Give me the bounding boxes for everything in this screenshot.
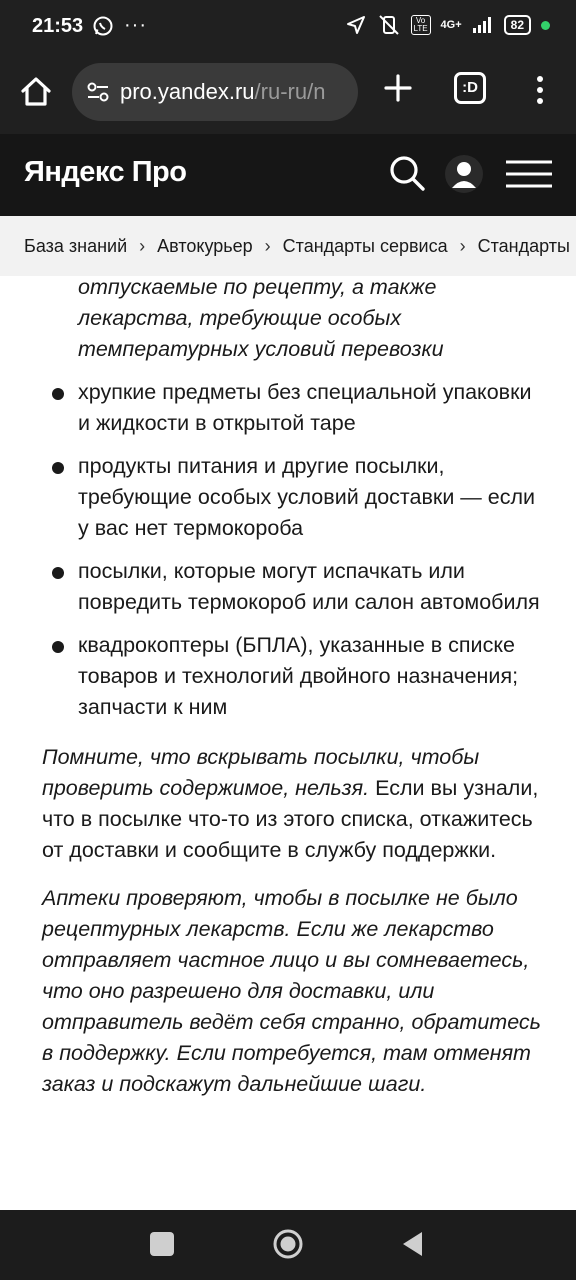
overflow-menu-icon[interactable]: [530, 74, 550, 106]
home-icon[interactable]: [18, 74, 54, 110]
breadcrumb-standards[interactable]: Стандарты: [477, 235, 570, 256]
list-item: отпускаемые по рецепту, а также лекарства, требующие особых температурных условий перевозки: [78, 276, 444, 361]
system-navigation-bar: [0, 1210, 576, 1280]
pharmacy-note-paragraph: Аптеки проверяют, чтобы в посылке не было рецептурных лекарств. Если же лекарство отправляет частное лицо и вы сомневаетесь, что оно разрешено для доставки, или отправитель ведёт себя странно, обратитесь в поддержку. Если потребуется, там отменят заказ и подскажут дальнейшие шаги.: [42, 886, 541, 1096]
recent-apps-icon[interactable]: [150, 1232, 174, 1256]
home-button-icon[interactable]: [272, 1228, 304, 1260]
network-type: 4G+: [440, 19, 462, 31]
list-item: квадрокоптеры (БПЛА), указанные в списке товаров и технологий двойного назначения; запчасти к ним: [0, 630, 576, 723]
site-header: [0, 134, 576, 216]
url-host: pro.yandex.ru: [120, 79, 255, 104]
more-notifications-icon: ···: [124, 14, 147, 36]
privacy-dot: [541, 21, 550, 30]
warning-text: Если вы узнали, что в посылке что-то из этого списка, откажитесь от доставки и сообщите в службу поддержки.: [42, 776, 539, 862]
bullet-icon: [52, 388, 64, 400]
breadcrumb-knowledge-base[interactable]: База знаний: [24, 235, 128, 256]
bullet-icon: [52, 462, 64, 474]
warning-emphasis: Помните, что вскрывать посылки, чтобы проверить содержимое, нельзя.: [42, 745, 480, 800]
warning-paragraph: [0, 742, 576, 866]
chevron-right-icon: ›: [264, 235, 271, 256]
chevron-right-icon: ›: [459, 235, 466, 256]
list-item: хрупкие предметы без специальной упаковки и жидкости в открытой таре: [0, 377, 576, 439]
browser-toolbar: [0, 56, 576, 134]
volte-icon: Vo LTE: [411, 15, 431, 35]
new-tab-icon[interactable]: [380, 70, 416, 106]
site-logo[interactable]: Яндекс Про: [24, 156, 187, 188]
status-time: 21:53: [32, 15, 84, 37]
bullet-icon: [52, 641, 64, 653]
hamburger-menu-icon[interactable]: [504, 159, 554, 189]
signal-icon: [472, 16, 494, 34]
whatsapp-icon: [92, 15, 114, 37]
list-item: продукты питания и другие посылки, требующие особых условий доставки — если у вас нет термокороба: [0, 451, 576, 544]
tab-switcher-button[interactable]: :D: [454, 72, 486, 104]
breadcrumb: [0, 216, 576, 276]
chevron-right-icon: ›: [139, 235, 146, 256]
list-item: посылки, которые могут испачкать или повредить термокороб или салон автомобиля: [0, 556, 576, 618]
address-bar[interactable]: [72, 63, 358, 121]
prohibited-items-list: [0, 276, 576, 723]
status-bar: [0, 0, 576, 56]
breadcrumb-service-standards[interactable]: Стандарты сервиса: [282, 235, 448, 256]
article-content: [0, 276, 576, 1210]
location-arrow-icon: [345, 14, 367, 36]
search-icon[interactable]: [388, 154, 426, 192]
breadcrumb-autocourier[interactable]: Автокурьер: [157, 235, 253, 256]
site-settings-icon[interactable]: [84, 78, 112, 106]
vibrate-off-icon: [377, 14, 401, 36]
battery-indicator: 82: [504, 15, 531, 35]
user-avatar-icon[interactable]: [444, 154, 484, 194]
bullet-icon: [52, 567, 64, 579]
url-path: /ru-ru/n: [254, 79, 326, 104]
back-icon[interactable]: [400, 1230, 426, 1258]
